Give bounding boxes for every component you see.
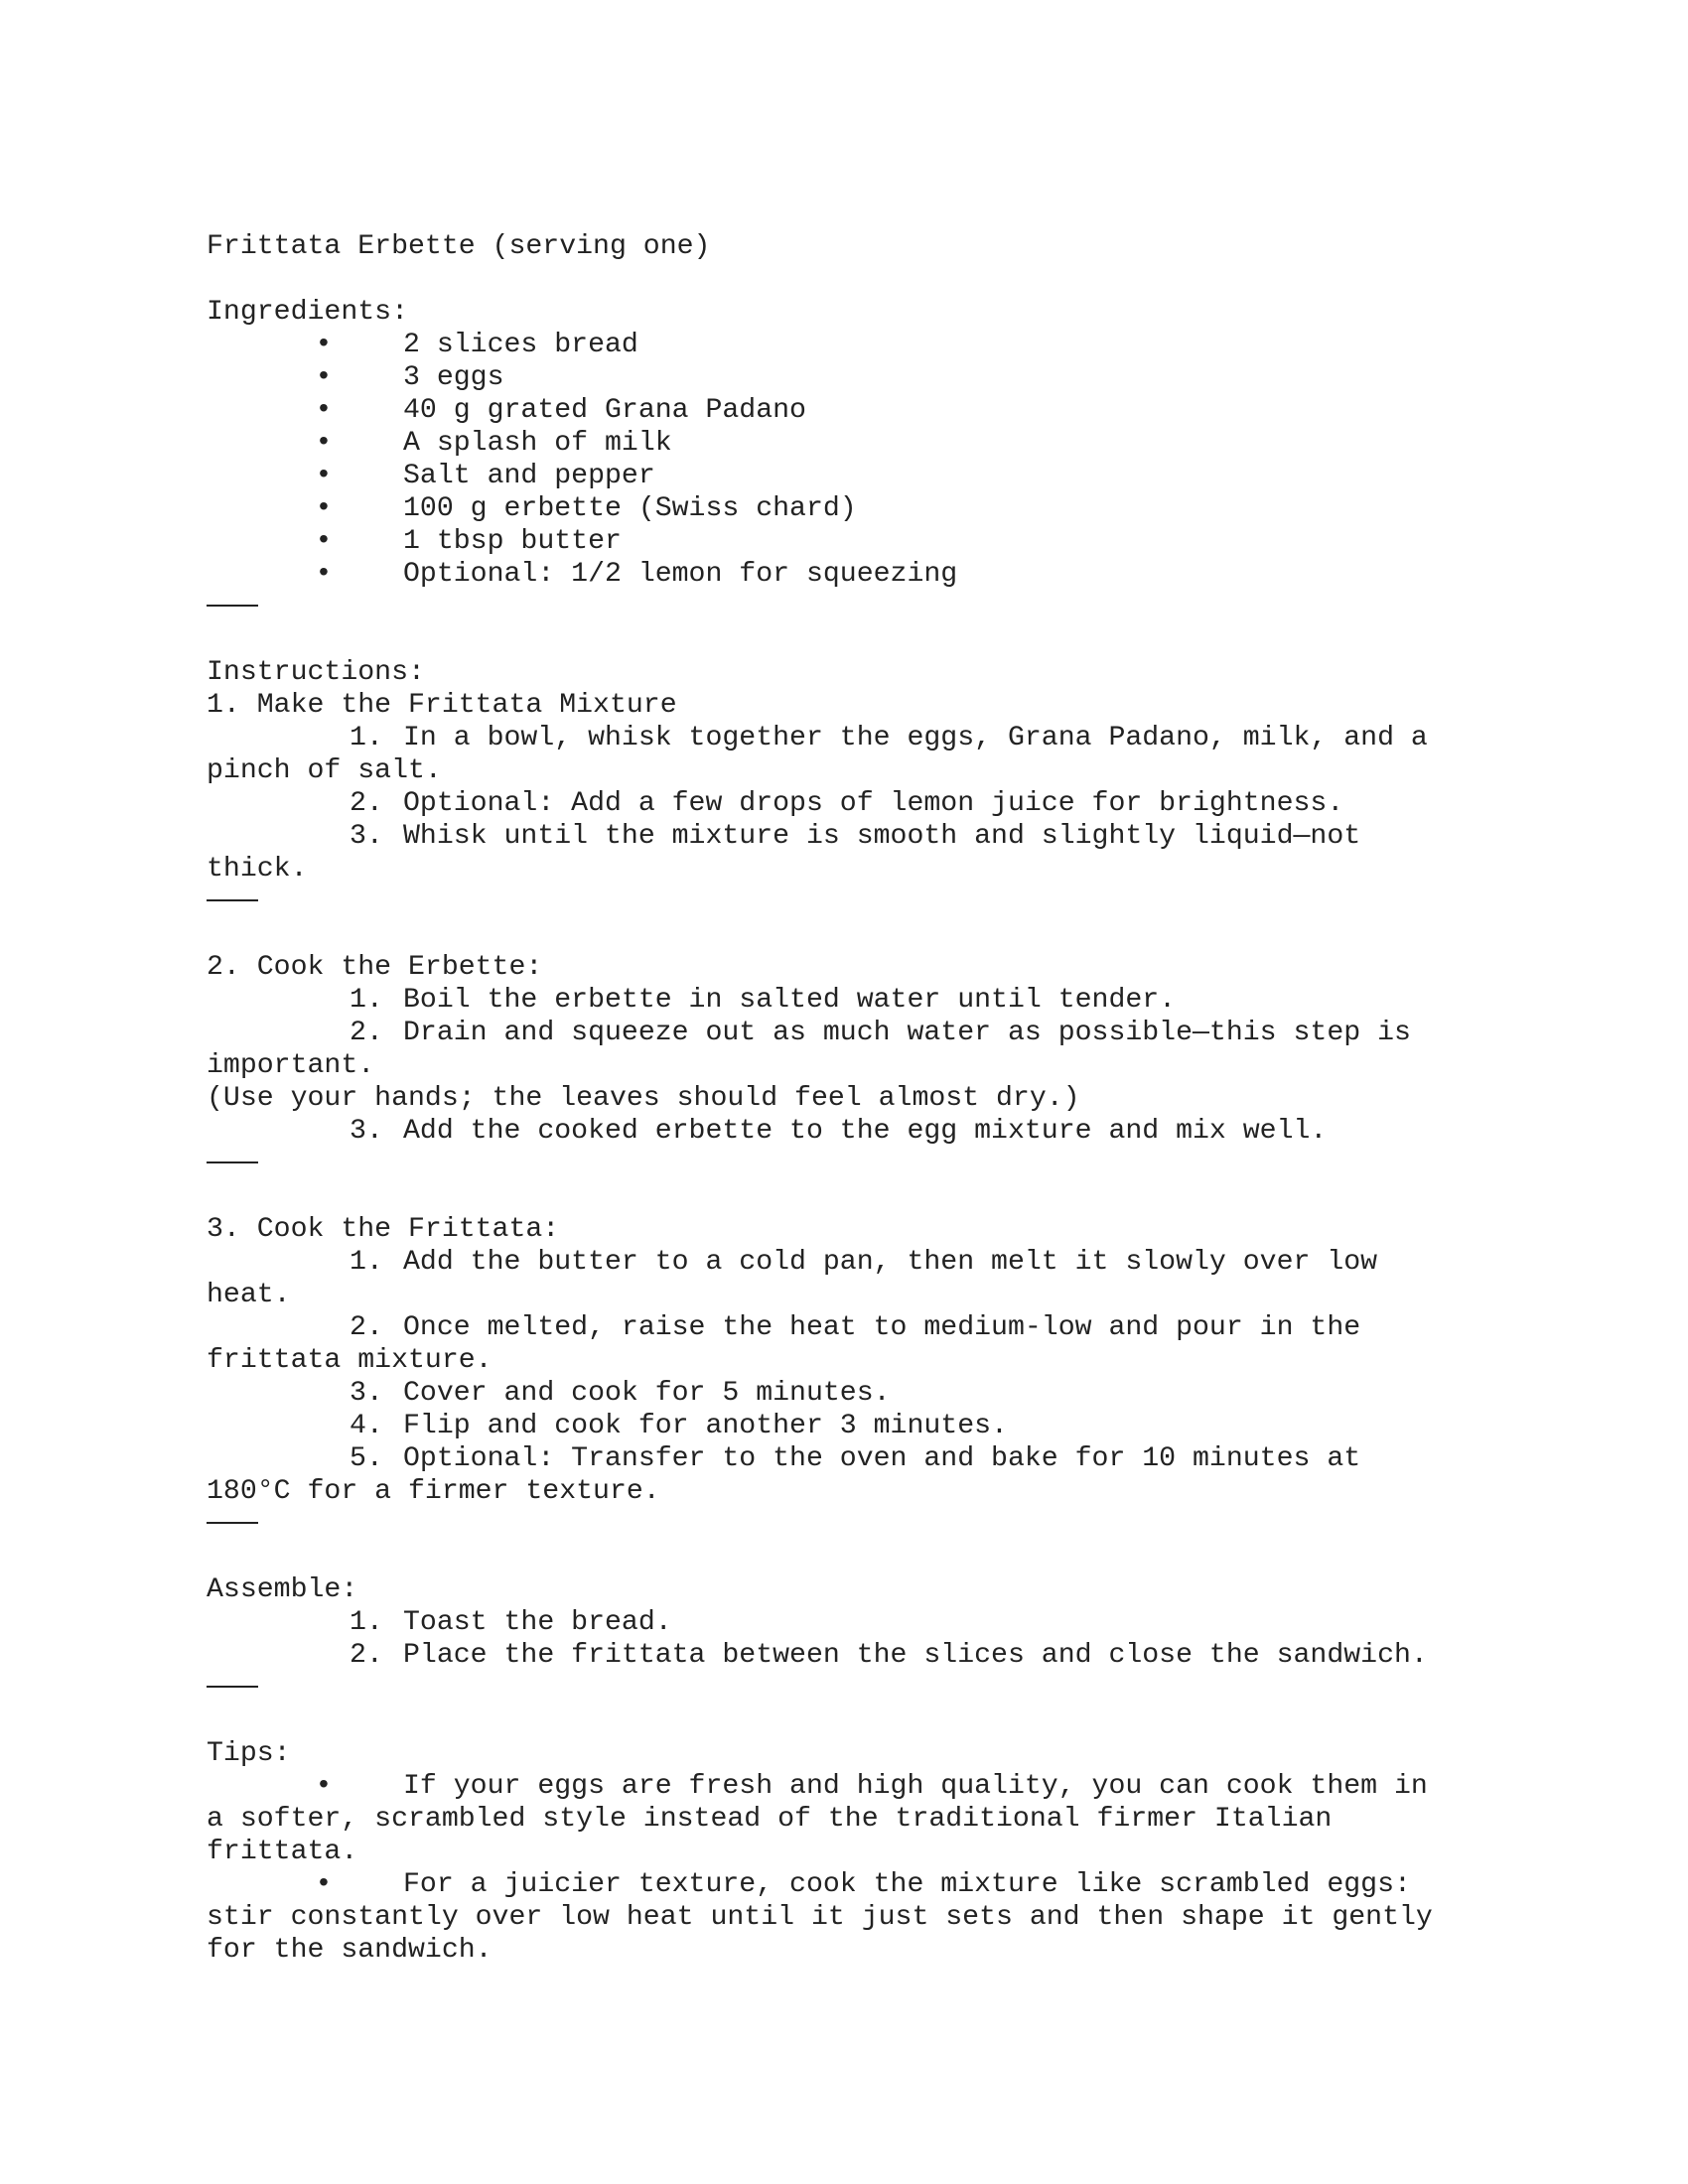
step-item: 3. Cover and cook for 5 minutes.: [350, 1378, 891, 1409]
step-item: 4. Flip and cook for another 3 minutes.: [350, 1411, 1008, 1441]
step-number: 1.: [350, 1247, 383, 1278]
step-continuation: 180°C for a firmer texture.: [207, 1476, 660, 1507]
step-item: 1. In a bowl, whisk together the eggs, Grana Padano, milk, and a: [350, 723, 1428, 753]
step-item: 1. Add the butter to a cold pan, then melt it slowly over low: [350, 1247, 1378, 1278]
section-heading: 2. Cook the Erbette:: [207, 952, 543, 983]
tip-item: • If your eggs are fresh and high quality, you can cook them in: [207, 1770, 1497, 1803]
bullet-icon: •: [315, 395, 333, 426]
ingredient-item: • Salt and pepper: [207, 460, 1497, 492]
step-continuation: frittata mixture.: [207, 1345, 492, 1376]
instructions-heading: Instructions:: [207, 657, 425, 688]
step-number: 2.: [350, 1640, 383, 1671]
step-continuation: thick.: [207, 854, 308, 885]
ingredient-item: • 100 g erbette (Swiss chard): [207, 492, 1497, 525]
step-number: 2.: [350, 1018, 383, 1048]
step-item: 2. Optional: Add a few drops of lemon juice for brightness.: [350, 788, 1344, 819]
tip-continuation: a softer, scrambled style instead of the traditional firmer Italian: [207, 1804, 1333, 1835]
tip-item: • For a juicier texture, cook the mixture like scrambled eggs:: [207, 1868, 1497, 1901]
step-number: 1.: [350, 985, 383, 1016]
section-divider: [207, 605, 258, 607]
section-divider: [207, 1161, 258, 1163]
step-continuation: important.: [207, 1050, 375, 1081]
step-continuation: heat.: [207, 1280, 291, 1310]
step-item: 2. Place the frittata between the slices and close the sandwich.: [350, 1640, 1428, 1671]
step-number: 3.: [350, 821, 383, 852]
assemble-heading: Assemble:: [207, 1574, 358, 1605]
section-divider: [207, 899, 258, 901]
step-item: 3. Whisk until the mixture is smooth and slightly liquid—not: [350, 821, 1361, 852]
step-item: 2. Once melted, raise the heat to medium-low and pour in the: [350, 1312, 1361, 1343]
bullet-icon: •: [315, 559, 333, 590]
step-number: 3.: [350, 1116, 383, 1147]
document-page: [207, 230, 1497, 1967]
step-continuation: pinch of salt.: [207, 755, 442, 786]
step-number: 2.: [350, 788, 383, 819]
ingredient-item: • 40 g grated Grana Padano: [207, 394, 1497, 427]
ingredient-item: • Optional: 1/2 lemon for squeezing: [207, 558, 1497, 591]
step-number: 2.: [350, 1312, 383, 1343]
bullet-icon: •: [315, 461, 333, 491]
step-number: 3.: [350, 1378, 383, 1409]
section-divider: [207, 1522, 258, 1524]
section-heading: 3. Cook the Frittata:: [207, 1214, 560, 1245]
step-item: 3. Add the cooked erbette to the egg mixture and mix well.: [350, 1116, 1328, 1147]
bullet-icon: •: [315, 362, 333, 393]
ingredients-list: [207, 329, 1497, 591]
tip-continuation: for the sandwich.: [207, 1935, 492, 1966]
bullet-icon: •: [315, 526, 333, 557]
step-number: 4.: [350, 1411, 383, 1441]
bullet-icon: •: [315, 428, 333, 459]
tip-continuation: frittata.: [207, 1837, 358, 1867]
step-number: 5.: [350, 1443, 383, 1474]
step-item: 2. Drain and squeeze out as much water as possible—this step is: [350, 1018, 1411, 1048]
ingredient-item: • 3 eggs: [207, 361, 1497, 394]
tips-heading: Tips:: [207, 1738, 291, 1769]
section-divider: [207, 1686, 258, 1688]
step-number: 1.: [350, 1607, 383, 1638]
tip-continuation: stir constantly over low heat until it just sets and then shape it gently: [207, 1902, 1433, 1933]
step-item: 1. Toast the bread.: [350, 1607, 672, 1638]
ingredient-item: • 1 tbsp butter: [207, 525, 1497, 558]
ingredient-item: • 2 slices bread: [207, 329, 1497, 361]
bullet-icon: •: [315, 1771, 333, 1802]
ingredients-heading: Ingredients:: [207, 297, 408, 328]
recipe-title: Frittata Erbette (serving one): [207, 231, 711, 262]
step-item: 1. Boil the erbette in salted water until tender.: [350, 985, 1177, 1016]
step-item: 5. Optional: Transfer to the oven and bake for 10 minutes at: [350, 1443, 1361, 1474]
bullet-icon: •: [315, 330, 333, 360]
bullet-icon: •: [315, 493, 333, 524]
step-note: (Use your hands; the leaves should feel almost dry.): [207, 1083, 1080, 1114]
step-number: 1.: [350, 723, 383, 753]
section-heading: 1. Make the Frittata Mixture: [207, 690, 677, 721]
ingredient-item: • A splash of milk: [207, 427, 1497, 460]
bullet-icon: •: [315, 1869, 333, 1900]
